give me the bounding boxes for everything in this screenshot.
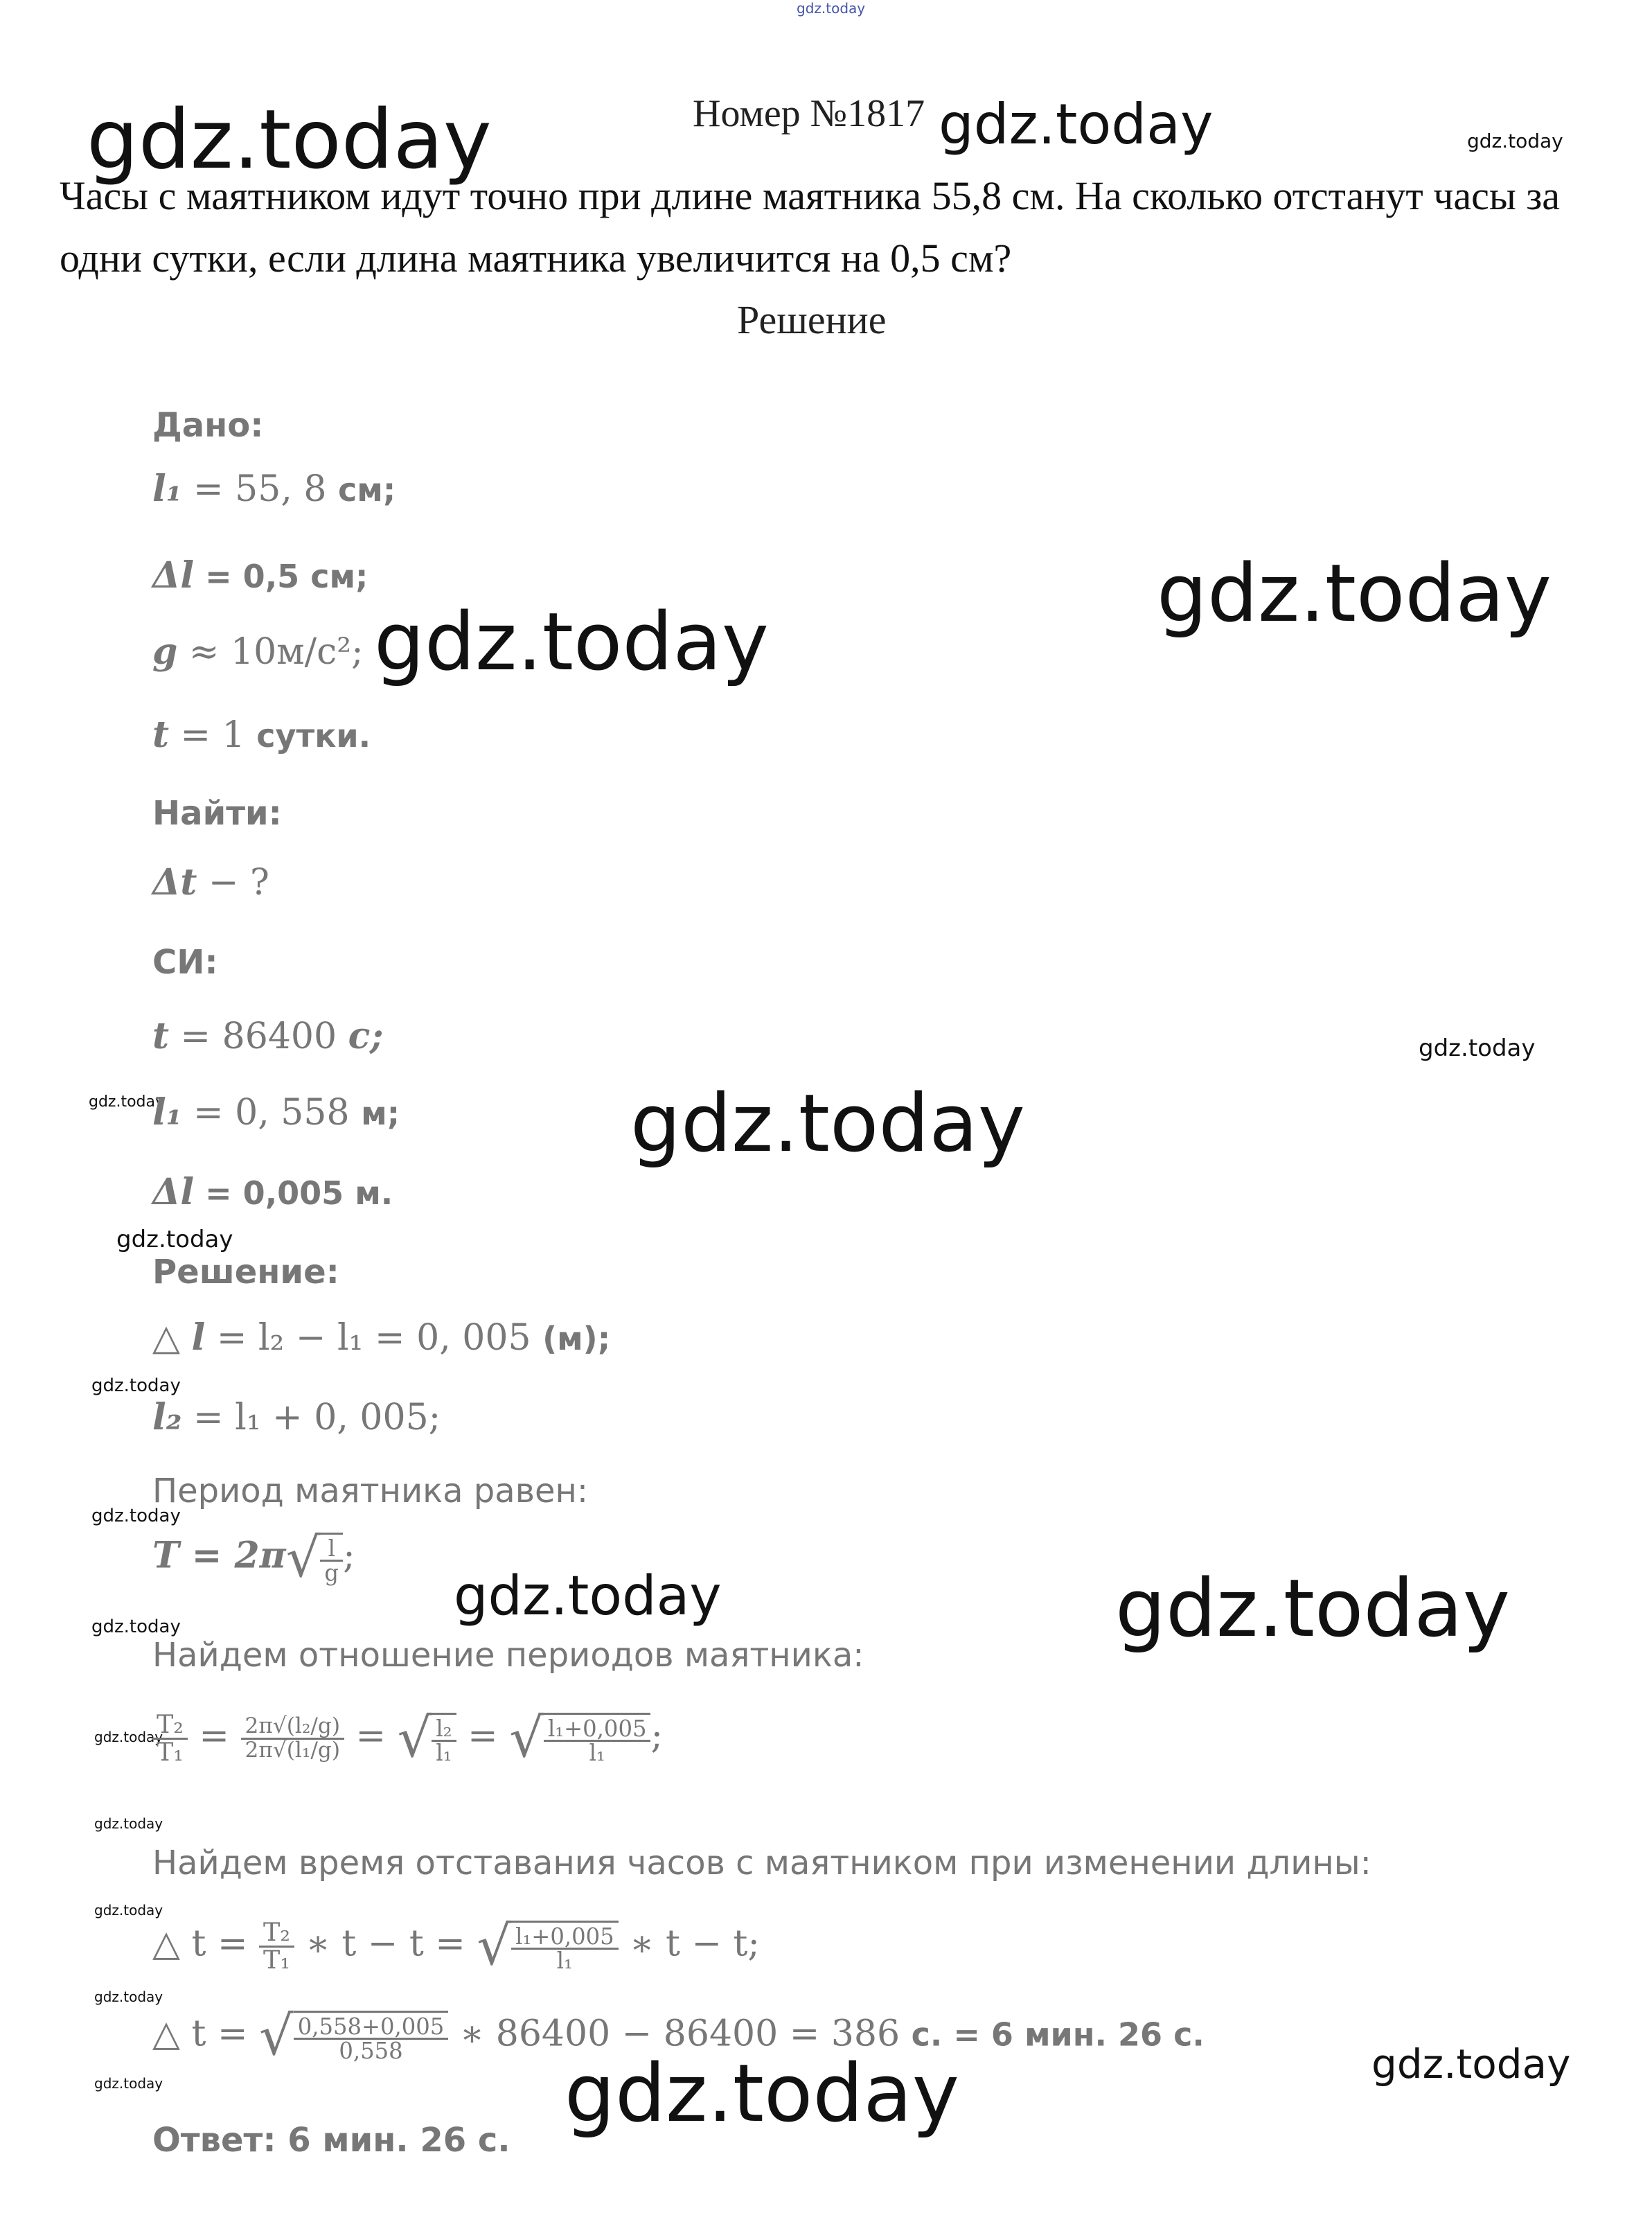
- lag-left: △ t =: [152, 1923, 260, 1965]
- eq2-var: l₂: [152, 1396, 182, 1438]
- given-l1-eq: = 55, 8: [181, 468, 338, 510]
- lag-formula: △ t = $\frac{\text{T₂}}{\text{T₁}}$ ∗ t − t = √ $\frac{\text{l₁+0,005}}{\text{l₁}}$ ∗ t − t;: [152, 1915, 760, 1977]
- watermark: gdz.today: [1419, 1034, 1536, 1062]
- si-t-unit: с;: [348, 1015, 384, 1057]
- find-var: Δt: [152, 861, 197, 903]
- calc-unit: с. = 6 мин. 26 с.: [911, 2016, 1205, 2054]
- si-l1-unit: м;: [361, 1095, 400, 1132]
- lag-mid: ∗ t − t =: [294, 1923, 477, 1965]
- watermark: gdz.today: [116, 1226, 233, 1253]
- given-g: [152, 630, 364, 673]
- watermark: gdz.today: [89, 1093, 165, 1111]
- find-value: [152, 861, 269, 903]
- si-l1-eq: = 0, 558: [181, 1092, 362, 1134]
- lag-f1-den: T₁: [263, 1944, 290, 1975]
- ratio-f1-den: T₁: [157, 1736, 184, 1767]
- eq2-rest: = l₁ + 0, 005;: [181, 1397, 441, 1438]
- watermark: gdz.today: [94, 1988, 163, 2005]
- given-l1-unit: см;: [338, 471, 396, 509]
- ratio-text: Найдем отношение периодов маятника:: [152, 1636, 864, 1675]
- given-l1: [152, 468, 396, 510]
- given-g-var: g: [152, 630, 178, 673]
- solution-label: Решение:: [152, 1253, 339, 1291]
- watermark: gdz.today: [94, 2075, 163, 2092]
- eq1-rest: = l₂ − l₁ = 0, 005: [205, 1317, 543, 1359]
- watermark: gdz.today: [1371, 2040, 1571, 2088]
- watermark: gdz.today: [454, 1565, 722, 1628]
- given-t-eq: = 1: [169, 714, 257, 756]
- si-dl-unit: м.: [355, 1174, 393, 1212]
- watermark: gdz.today: [91, 1506, 181, 1526]
- watermark-top-tiny: gdz.today: [797, 0, 866, 17]
- si-l1: [152, 1091, 400, 1134]
- watermark: gdz.today: [91, 1616, 181, 1637]
- given-dl-unit: см;: [310, 558, 368, 595]
- problem-text: Часы с маятником идут точно при длине маятника 55,8 см. На сколько отстанут часы за одни сутки, если длина маятника увеличится на 0,5 см?: [60, 173, 1561, 281]
- period-left: T = 2π: [152, 1534, 286, 1577]
- watermark: gdz.today: [1467, 130, 1563, 152]
- answer: Ответ: 6 мин. 26 с.: [152, 2121, 510, 2160]
- calc-num: 0,558+0,005: [294, 2016, 449, 2040]
- watermark: gdz.today: [565, 2047, 959, 2140]
- eq1-left: △: [152, 1317, 192, 1359]
- si-l1-var: l₁: [152, 1091, 182, 1134]
- ratio-formula: $\frac{\text{T₂}}{\text{T₁}}$ = $\frac{\text{2π√(l₂/g)}}{\text{2π√(l₁/g)}}$ = √ $\frac{\text{l₂}}{\text{l₁}}$ = √ $\frac{\text{l₁+0,005}}{\text{l₁}}$ ;: [152, 1711, 663, 1765]
- given-l1-var: l₁: [152, 468, 182, 510]
- lag-end: ∗ t − t;: [618, 1923, 760, 1965]
- calc-rest: ∗ 86400 − 86400 = 386: [448, 2013, 912, 2055]
- period-text: Период маятника равен:: [152, 1472, 589, 1510]
- si-dl-var: Δl: [152, 1171, 195, 1213]
- ratio-f1-num: T₂: [152, 1712, 188, 1739]
- lag-f2-den: l₁: [556, 1948, 573, 1974]
- given-t-unit: сутки.: [256, 717, 371, 755]
- si-dl-eq: = 0,005: [194, 1174, 355, 1212]
- find-label: Найти:: [152, 794, 282, 833]
- watermark: gdz.today: [94, 1902, 163, 1919]
- watermark: gdz.today: [94, 1815, 163, 1832]
- period-formula: [152, 1527, 355, 1589]
- ratio-f4-num: l₁+0,005: [544, 1718, 651, 1742]
- period-num: l: [320, 1537, 343, 1562]
- si-dl: [152, 1171, 393, 1213]
- si-t: [152, 1015, 384, 1057]
- watermark: gdz.today: [630, 1077, 1025, 1170]
- period-sqrt: √ $\frac{l}{g}$: [286, 1531, 343, 1585]
- given-dl: [152, 554, 368, 597]
- si-t-var: t: [152, 1015, 170, 1057]
- watermark: gdz.today: [91, 1375, 181, 1396]
- si-label: СИ:: [152, 943, 218, 982]
- ratio-f3-den: l₁: [436, 1740, 452, 1766]
- period-end: ;: [343, 1535, 355, 1577]
- watermark: gdz.today: [94, 1729, 163, 1745]
- page-title: Номер №1817: [693, 92, 925, 135]
- lag-f2-num: l₁+0,005: [511, 1925, 619, 1950]
- watermark: gdz.today: [1115, 1562, 1510, 1655]
- given-g-eq: ≈ 10м/с²;: [177, 631, 364, 673]
- equation-delta-l: [152, 1316, 611, 1359]
- given-dl-eq: = 0,5: [194, 558, 311, 595]
- eq1-unit: (м);: [542, 1320, 611, 1357]
- watermark: gdz.today: [374, 596, 769, 689]
- given-t: [152, 714, 371, 756]
- solution-heading: Решение: [737, 297, 887, 342]
- calc-den: 0,558: [339, 2038, 403, 2064]
- ratio-f4-den: l₁: [589, 1740, 605, 1766]
- given-label: Дано:: [152, 406, 264, 445]
- watermark: gdz.today: [87, 91, 492, 187]
- eq1-var: l: [191, 1316, 206, 1359]
- lag-text: Найдем время отставания часов с маятником при изменении длины:: [152, 1844, 1371, 1882]
- equation-l2: [152, 1396, 441, 1438]
- ratio-f2-den: 2π√(l₁/g): [245, 1737, 341, 1763]
- find-eq: − ?: [197, 862, 269, 903]
- calc-left: △ t =: [152, 2013, 260, 2055]
- calc-formula: △ t = √ $\frac{0,558+0,005}{0,558}$ ∗ 86400 − 86400 = 386 с. = 6 мин. 26 с.: [152, 2005, 1205, 2067]
- si-t-eq: = 86400: [169, 1016, 348, 1057]
- watermark: gdz.today: [1157, 547, 1552, 640]
- given-t-var: t: [152, 714, 170, 756]
- lag-f1-num: T₂: [259, 1920, 294, 1947]
- ratio-f3-num: l₂: [432, 1718, 456, 1742]
- given-dl-var: Δl: [152, 554, 195, 597]
- ratio-end: ;: [650, 1715, 663, 1757]
- watermark: gdz.today: [939, 92, 1214, 157]
- period-den: g: [324, 1560, 339, 1586]
- ratio-f2-num: 2π√(l₂/g): [241, 1716, 345, 1739]
